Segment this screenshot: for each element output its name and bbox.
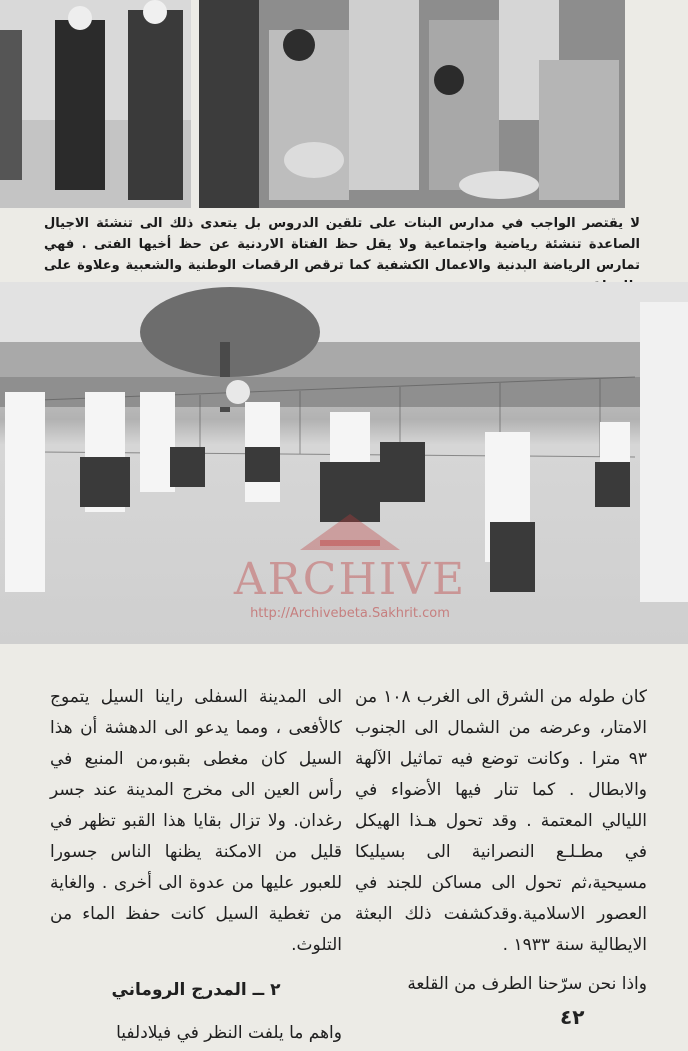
photo-caption: لا يقتصر الواجب في مدارس البنات على تلقين الدروس بل يتعدى ذلك الى تنشئة الاجيال الصاعدة تنشئة رياضية واجتماعية ولا يقل حظ الفتاة الاردنية عن حظ أخيها الفتى . فهي تمارس الرياضة البدنية والاعمال الكشفية كما ترقص الرقصات الوطنية والشعبية وعلاوة على bbox=[44, 216, 640, 273]
text-column-left bbox=[50, 682, 342, 1049]
section-heading: ٢ ــ المدرج الروماني bbox=[111, 980, 281, 1000]
paragraph: الى المدينة السفلى راينا السيل يتموج كالأفعى ، ومما يدعو الى الدهشة أن هذا السيل كان مغطى بقبو،من المنبع في رأس العين الى مخرج المدينة عند جسر رغدان. ولا تزال بقايا هذا القبو تظهر في قليل من الامكنة يظنها الناس جسورا للعبور عليها من عدوة الى أخرى . والغاية من تغطية السيل كانت حفظ الماء من التلوث. bbox=[50, 687, 342, 955]
watermark-text: ARCHIVE bbox=[233, 554, 467, 605]
text-column-right bbox=[355, 682, 647, 1000]
paragraph: واذا نحن سرّحنا الطرف من القلعة bbox=[407, 974, 647, 994]
paragraph: واهم ما يلفت النظر في فيلادلفيا bbox=[116, 1023, 342, 1043]
photo-girls-traditional-dress bbox=[0, 0, 191, 208]
photo-girls-scouts-cooking bbox=[199, 0, 625, 208]
page-number: ٤٢ bbox=[560, 1005, 585, 1029]
photo-girls-volleyball bbox=[0, 282, 688, 644]
paragraph: كان طوله من الشرق الى الغرب ١٠٨ من الامتار، وعرضه من الشمال الى الجنوب ٩٣ مترا . وكانت توضع فيه تماثيل الآلهة والابطال . كما تنار فيها الأضواء في الليالي المعتمة . وقد تحول هـذا الهيكل في مطـلـع النصرانية الى بسيليكا مسيحية،ثم تحول الى مساكن للجند في العصور الاسلامية.وقدكشفت ذلك البعثة الايطالية سنة ١٩٣٣ . bbox=[355, 687, 647, 955]
watermark-url: http://Archivebeta.Sakhrit.com bbox=[250, 606, 450, 621]
